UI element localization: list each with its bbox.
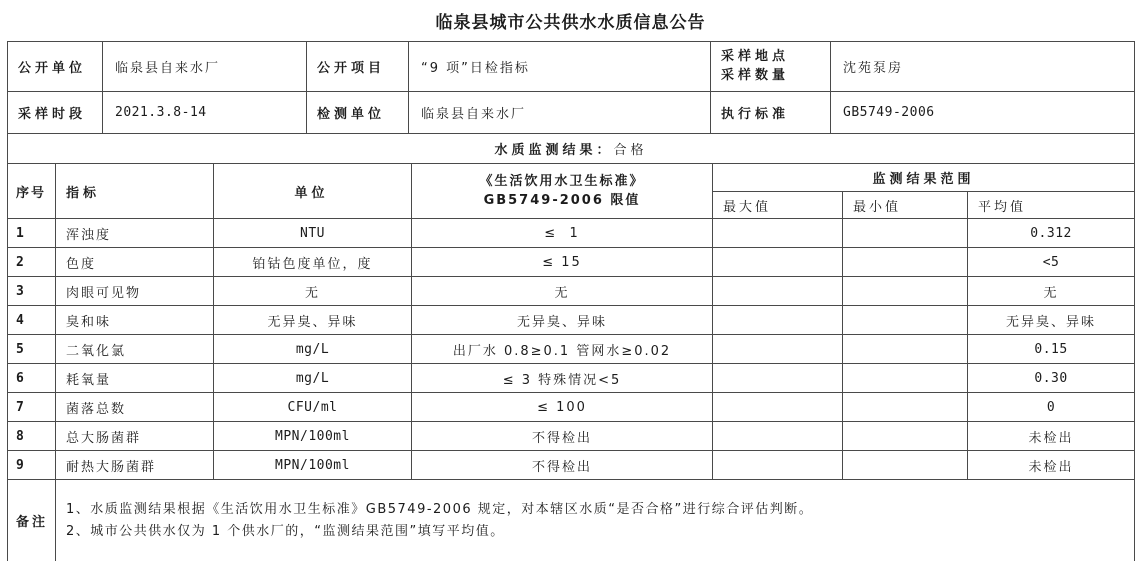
cell-min: [843, 364, 968, 393]
sample-site-label-line1: 采样地点: [721, 48, 790, 64]
info-row-1: [8, 42, 1135, 92]
cell-limit: ≤ 3 特殊情况<5: [412, 364, 713, 393]
cell-avg: 0.312: [968, 219, 1135, 248]
info-row-2: [8, 92, 1135, 134]
cell-no: 6: [8, 364, 56, 393]
cell-avg: 未检出: [968, 451, 1135, 480]
col-header-no: 序号: [8, 164, 56, 219]
col-header-limit-line1: 《生活饮用水卫生标准》: [479, 173, 645, 189]
cell-min: [843, 219, 968, 248]
standard-label: 执行标准: [711, 92, 831, 134]
standard-value: GB5749-2006: [831, 92, 1135, 134]
cell-unit: mg/L: [214, 364, 412, 393]
open-unit-label: 公开单位: [8, 42, 103, 92]
cell-indicator: 肉眼可见物: [56, 277, 214, 306]
cell-avg: 0.30: [968, 364, 1135, 393]
monitor-result-label: 水质监测结果：: [494, 143, 614, 158]
cell-min: [843, 335, 968, 364]
col-header-limit: [412, 164, 713, 219]
cell-limit: ≤ 15: [412, 248, 713, 277]
table-row: [8, 451, 1135, 480]
cell-min: [843, 393, 968, 422]
col-header-unit: 单位: [214, 164, 412, 219]
cell-unit: 无异臭、异味: [214, 306, 412, 335]
cell-limit: ≤ 100: [412, 393, 713, 422]
cell-no: 8: [8, 422, 56, 451]
cell-max: [713, 248, 843, 277]
cell-avg: <5: [968, 248, 1135, 277]
col-header-range: 监测结果范围: [713, 164, 1135, 192]
table-row: [8, 248, 1135, 277]
col-header-indicator: 指标: [56, 164, 214, 219]
sample-period-value: 2021.3.8-14: [103, 92, 307, 134]
cell-limit: 不得检出: [412, 422, 713, 451]
cell-no: 9: [8, 451, 56, 480]
quality-table: [7, 133, 1135, 561]
remark-note-1: 1、水质监测结果根据《生活饮用水卫生标准》GB5749-2006 规定，对本辖区水质“是否合格”进行综合评估判断。: [66, 502, 814, 518]
sample-period-label: 采样时段: [8, 92, 103, 134]
table-row: [8, 219, 1135, 248]
cell-limit: 无: [412, 277, 713, 306]
table-row: [8, 393, 1135, 422]
monitor-result: [8, 134, 1135, 164]
col-header-avg: 平均值: [968, 192, 1135, 219]
cell-no: 2: [8, 248, 56, 277]
cell-max: [713, 277, 843, 306]
cell-avg: 0: [968, 393, 1135, 422]
cell-max: [713, 451, 843, 480]
cell-unit: CFU/ml: [214, 393, 412, 422]
indicator-rows: [8, 219, 1135, 480]
table-row: [8, 335, 1135, 364]
cell-indicator: 耗氧量: [56, 364, 214, 393]
monitor-result-value: 合格: [613, 143, 648, 158]
cell-unit: 无: [214, 277, 412, 306]
cell-indicator: 二氧化氯: [56, 335, 214, 364]
cell-indicator: 浑浊度: [56, 219, 214, 248]
cell-avg: 无: [968, 277, 1135, 306]
cell-max: [713, 335, 843, 364]
cell-indicator: 色度: [56, 248, 214, 277]
cell-min: [843, 306, 968, 335]
remark-label: 备注: [8, 480, 56, 561]
cell-min: [843, 277, 968, 306]
cell-limit: ≤ 1: [412, 219, 713, 248]
cell-unit: 铂钴色度单位，度: [214, 248, 412, 277]
open-unit-value: 临泉县自来水厂: [103, 42, 307, 92]
open-project-value: “9 项”日检指标: [409, 42, 711, 92]
cell-limit: 出厂水 0.8≥0.1 管网水≥0.02: [412, 335, 713, 364]
test-unit-label: 检测单位: [307, 92, 409, 134]
open-project-label: 公开项目: [307, 42, 409, 92]
cell-indicator: 总大肠菌群: [56, 422, 214, 451]
cell-indicator: 耐热大肠菌群: [56, 451, 214, 480]
test-unit-value: 临泉县自来水厂: [409, 92, 711, 134]
cell-max: [713, 422, 843, 451]
cell-no: 4: [8, 306, 56, 335]
table-row: [8, 306, 1135, 335]
cell-min: [843, 248, 968, 277]
table-row: [8, 422, 1135, 451]
sample-site-label-line2: 采样数量: [721, 67, 790, 83]
result-row: [8, 134, 1135, 164]
cell-unit: MPN/100ml: [214, 422, 412, 451]
cell-avg: 无异臭、异味: [968, 306, 1135, 335]
info-table: [7, 41, 1135, 134]
col-header-min: 最小值: [843, 192, 968, 219]
cell-max: [713, 364, 843, 393]
cell-max: [713, 306, 843, 335]
cell-limit: 不得检出: [412, 451, 713, 480]
cell-indicator: 菌落总数: [56, 393, 214, 422]
table-row: [8, 364, 1135, 393]
remark-notes: [56, 480, 1135, 561]
cell-avg: 未检出: [968, 422, 1135, 451]
table-row: [8, 277, 1135, 306]
cell-unit: MPN/100ml: [214, 451, 412, 480]
remark-note-2: 2、城市公共供水仅为 1 个供水厂的，“监测结果范围”填写平均值。: [66, 523, 505, 539]
cell-no: 1: [8, 219, 56, 248]
cell-unit: mg/L: [214, 335, 412, 364]
cell-min: [843, 422, 968, 451]
sample-site-label: [711, 42, 831, 92]
col-header-max: 最大值: [713, 192, 843, 219]
cell-indicator: 臭和味: [56, 306, 214, 335]
cell-avg: 0.15: [968, 335, 1135, 364]
cell-unit: NTU: [214, 219, 412, 248]
cell-no: 3: [8, 277, 56, 306]
cell-no: 5: [8, 335, 56, 364]
col-header-limit-line2: GB5749-2006 限值: [483, 193, 641, 208]
cell-max: [713, 393, 843, 422]
cell-min: [843, 451, 968, 480]
cell-limit: 无异臭、异味: [412, 306, 713, 335]
remark-row: [8, 480, 1135, 561]
sample-site-value: 沈苑泵房: [831, 42, 1135, 92]
page-title: 临泉县城市公共供水水质信息公告: [435, 13, 706, 33]
cell-no: 7: [8, 393, 56, 422]
header-row-1: [8, 164, 1135, 192]
cell-max: [713, 219, 843, 248]
